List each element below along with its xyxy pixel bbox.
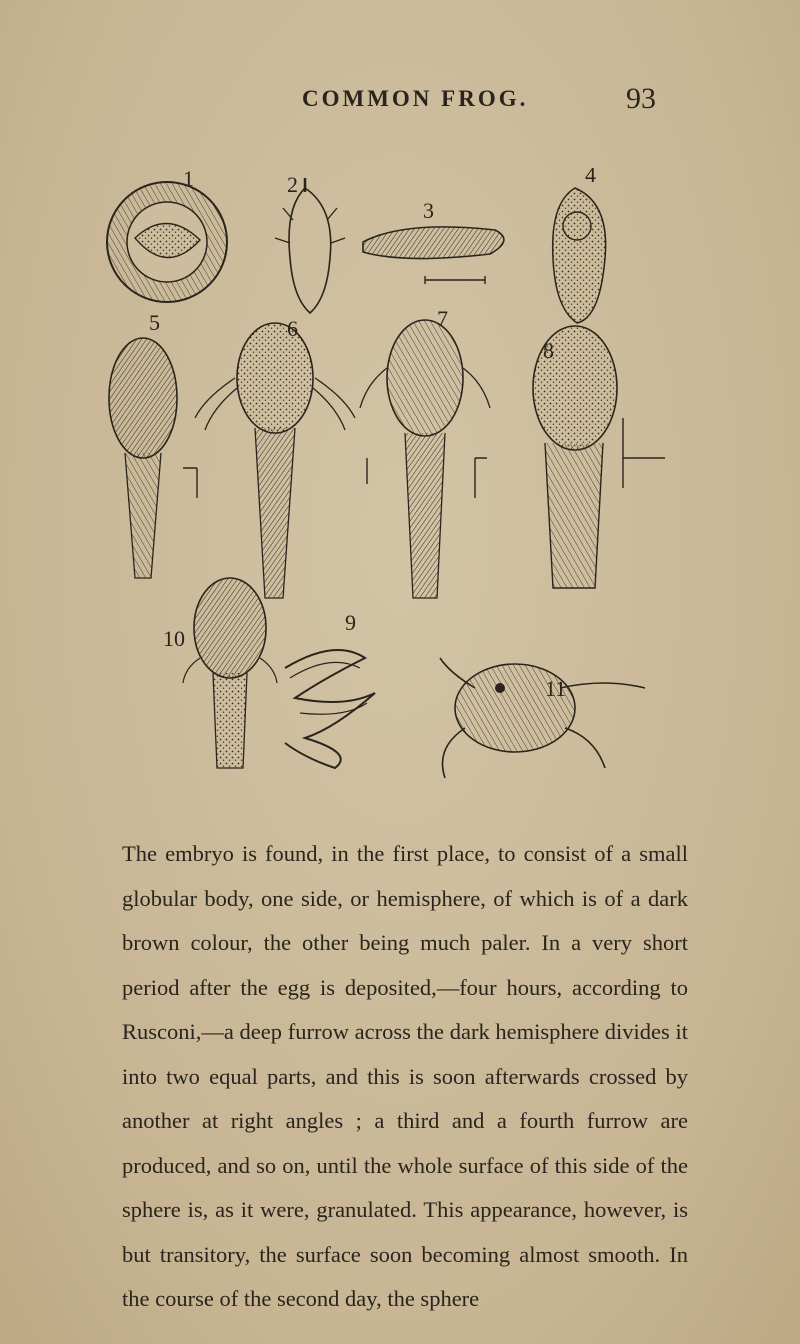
figure-label-3: 3 bbox=[423, 198, 434, 223]
figure-7-tadpole bbox=[360, 320, 490, 598]
figure-10-tadpole bbox=[183, 578, 277, 768]
figure-label-11: 11 bbox=[545, 676, 567, 701]
figure-11-young-frog bbox=[440, 658, 645, 778]
figure-2-embryo bbox=[275, 178, 345, 313]
figure-label-10: 10 bbox=[163, 626, 185, 651]
figure-label-6: 6 bbox=[287, 316, 298, 341]
body-text bbox=[122, 832, 688, 1322]
figure-label-2: 2 bbox=[287, 172, 298, 197]
figure-4-embryo bbox=[553, 188, 606, 323]
engraving-plate bbox=[105, 168, 705, 798]
figure-5-tadpole bbox=[109, 338, 197, 578]
figure-9-intestine bbox=[285, 650, 375, 768]
figure-label-1: 1 bbox=[183, 168, 194, 191]
figure-1-egg bbox=[107, 182, 227, 302]
figure-3-embryo bbox=[363, 227, 504, 284]
figure-label-4: 4 bbox=[585, 168, 596, 187]
body-paragraph: The embryo is found, in the first place, to consist of a small globular body, one side, or hemisphere, of which is of a dark brown colour, the other being much paler. In a very short period after the egg is deposited,—four hours, according to Rusconi,—a deep furrow across the dark hemisphere divides it into two equal parts, and this is soon afterwards crossed by another at right angles ; a third and a fourth furrow are produced, and so on, until the whole surface of this side of the sphere is, as it were, granulated. This appearance, however, is but transitory, the surface soon becoming almost smooth. In the course of the second day, the sphere bbox=[122, 841, 688, 1311]
figure-8-tadpole bbox=[533, 326, 665, 588]
figure-label-7: 7 bbox=[437, 306, 448, 331]
figure-label-9: 9 bbox=[345, 610, 356, 635]
figure-label-5: 5 bbox=[149, 310, 160, 335]
figure-6-tadpole bbox=[195, 323, 367, 598]
figure-label-8: 8 bbox=[543, 338, 554, 363]
running-head bbox=[0, 82, 800, 126]
running-title: COMMON FROG. bbox=[302, 86, 529, 111]
frog-development-illustration bbox=[105, 168, 705, 798]
page-number: 93 bbox=[626, 82, 656, 115]
